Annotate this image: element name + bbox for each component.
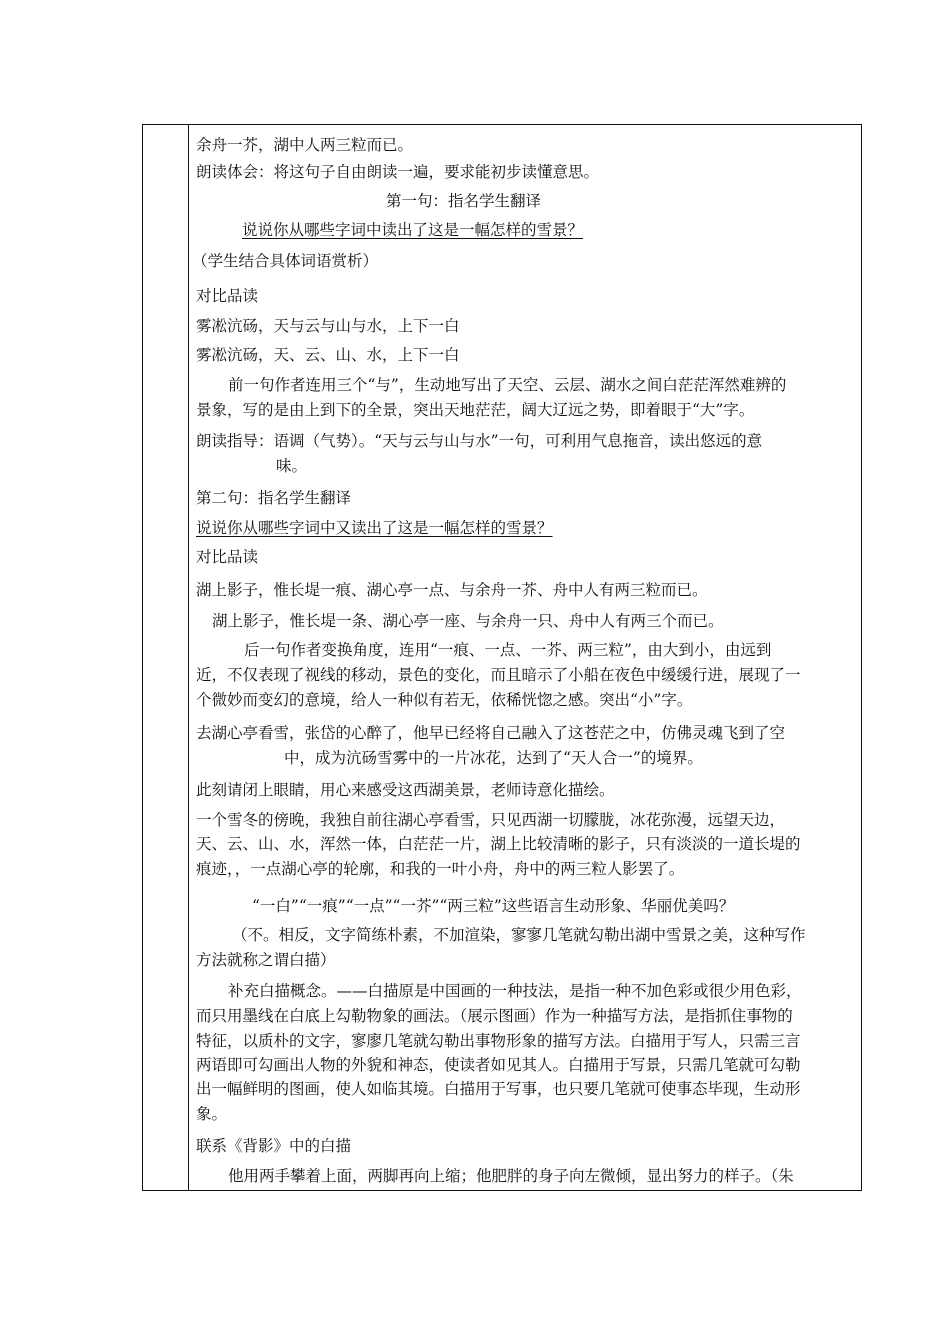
text-line: 他用两手攀着上面，两脚再向上缩；他肥胖的身子向左微倾，显出努力的样子。（朱 bbox=[228, 1167, 794, 1185]
text-line: 此刻请闭上眼睛，用心来感受这西湖美景，老师诗意化描绘。 bbox=[196, 781, 615, 799]
text-line: “一白”“一痕”“一点”“一芥”“两三粒”这些语言生动形象、华丽优美吗？ bbox=[252, 897, 735, 915]
text-line: 味。 bbox=[276, 457, 308, 475]
text-line: 朗读指导：语调（气势）。“天与云与山与水”一句，可利用气息拖音，读出悠远的意 bbox=[196, 432, 763, 450]
text-line: 两语即可勾画出人物的外貌和神态，使读者如见其人。白描用于写景，只需几笔就可勾勒 bbox=[196, 1056, 801, 1074]
text-line: （不。相反，文字简练朴素，不加渲染，寥寥几笔就勾勒出湖中雪景之美，这种写作 bbox=[232, 926, 806, 944]
text-line: 景象，写的是由上到下的全景，突出天地茫茫，阔大辽远之势，即着眼于“大”字。 bbox=[196, 401, 755, 419]
text-line: 一个雪冬的傍晚，我独自前往湖心亭看雪，只见西湖一切朦胧，冰花弥漫，远望天边， bbox=[196, 811, 786, 829]
text-line: 象。 bbox=[196, 1105, 228, 1123]
text-line: 方法就称之谓白描） bbox=[196, 951, 336, 969]
text-line: 对比品读 bbox=[196, 287, 259, 305]
text-line: 第二句：指名学生翻译 bbox=[196, 489, 352, 507]
text-line: 雾凇沆砀，天、云、山、水，上下一白 bbox=[196, 346, 460, 364]
text-line: （学生结合具体词语赏析） bbox=[192, 252, 379, 270]
text-line: 湖上影子，惟长堤一痕、湖心亭一点、与余舟一芥、舟中人有两三粒而已。 bbox=[196, 581, 708, 599]
table-left-column bbox=[143, 125, 189, 1190]
text-line: 前一句作者连用三个“与”，生动地写出了天空、云层、湖水之间白茫茫浑然难辨的 bbox=[228, 376, 787, 394]
text-line: 天、云、山、水，浑然一体，白茫茫一片，湖上比较清晰的影子，只有淡淡的一道长堤的 bbox=[196, 835, 801, 853]
text-line: 而只用墨线在白底上勾勒物象的画法。（展示图画）作为一种描写方法，是指抓住事物的 bbox=[196, 1007, 793, 1025]
text-line: 补充白描概念。——白描原是中国画的一种技法，是指一种不加色彩或很少用色彩， bbox=[228, 982, 802, 1000]
text-line: 朗读体会：将这句子自由朗读一遍，要求能初步读懂意思。 bbox=[196, 163, 600, 181]
text-line: 雾凇沆砀，天与云与山与水，上下一白 bbox=[196, 317, 460, 335]
text-line: 近，不仅表现了视线的移动，景色的变化，而且暗示了小船在夜色中缓缓行进，展现了一 bbox=[196, 666, 801, 684]
text-line: 痕迹，，一点湖心亭的轮廓，和我的一叶小舟，舟中的两三粒人影罢了。 bbox=[196, 860, 685, 878]
text-line: 对比品读 bbox=[196, 548, 259, 566]
lesson-table bbox=[142, 124, 862, 1191]
text-line: 中，成为沆砀雪雾中的一片冰花，达到了“天人合一”的境界。 bbox=[284, 749, 703, 767]
text-line: 特征，以质朴的文字，寥廖几笔就勾勒出事物形象的描写方法。白描用于写人，只需三言 bbox=[196, 1032, 801, 1050]
question-line: 说说你从哪些字词中读出了这是一幅怎样的雪景？ bbox=[242, 221, 584, 239]
text-line: 后一句作者变换角度，连用“一痕、一点、一芥、两三粒”，由大到小，由远到 bbox=[244, 641, 772, 659]
text-line: 湖上影子，惟长堤一条、湖心亭一座、与余舟一只、舟中人有两三个而已。 bbox=[212, 612, 724, 630]
text-line: 个微妙而变幻的意境，给人一种似有若无，依稀恍惚之感。突出“小”字。 bbox=[196, 691, 693, 709]
question-line: 说说你从哪些字词中又读出了这是一幅怎样的雪景？ bbox=[196, 519, 553, 537]
text-line: 去湖心亭看雪，张岱的心醉了，他早已经将自己融入了这苍茫之中，仿佛灵魂飞到了空 bbox=[196, 724, 786, 742]
text-line: 联系《背影》中的白描 bbox=[196, 1137, 352, 1155]
text-line: 第一句：指名学生翻译 bbox=[386, 192, 542, 210]
text-line: 余舟一芥，湖中人两三粒而已。 bbox=[196, 136, 414, 154]
text-line: 出一幅鲜明的图画，使人如临其境。白描用于写事，也只要几笔就可使事态毕现，生动形 bbox=[196, 1080, 801, 1098]
